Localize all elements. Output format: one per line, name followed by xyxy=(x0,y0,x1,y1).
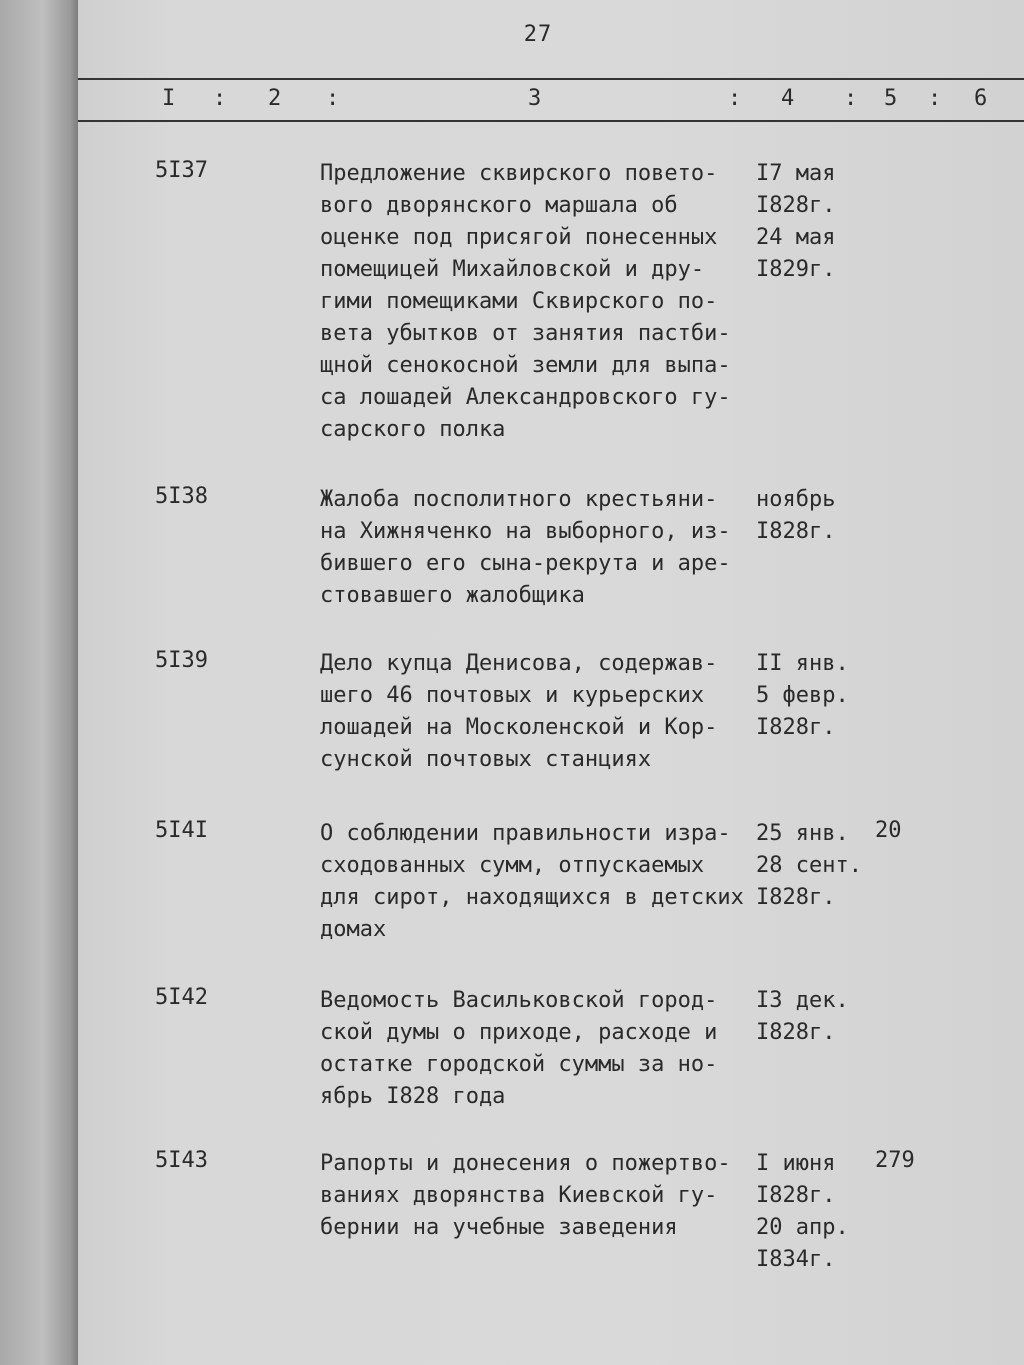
header-separator: : xyxy=(728,86,742,111)
header-top-rule xyxy=(78,78,1024,80)
entry-count: 20 xyxy=(875,818,902,843)
header-col3: 3 xyxy=(528,86,542,111)
entry-number: 5I42 xyxy=(155,985,208,1010)
entry-title: Ведомость Васильковской город- ской думы о приходе, расходе и остатке городской суммы за но- ябрь I828 года xyxy=(320,988,718,1109)
entry-number: 5I43 xyxy=(155,1148,208,1173)
entry-count: 279 xyxy=(875,1148,915,1173)
facing-page-edge xyxy=(0,0,78,1365)
header-col6: 6 xyxy=(974,86,988,111)
entry-dates: ноябрь I828г. xyxy=(756,487,836,544)
header-col2: 2 xyxy=(268,86,282,111)
entry-title: Рапорты и донесения о пожертво- ваниях дворянства Киевской гу- бернии на учебные заведения xyxy=(320,1151,731,1240)
page-number: 27 xyxy=(523,22,553,47)
entry-number: 5I37 xyxy=(155,158,208,183)
header-col1: I xyxy=(162,86,176,111)
entry-title: Предложение сквирского повето- вого дворянского маршала об оценке под присягой понесенных помещицей Михайловской и дру- гими помещиками Сквирского по- вета убытков от занятия пастби- щной сенокосной земли для выпа- са лошадей Александровского гу- сарского полка xyxy=(320,161,731,442)
header-separator: : xyxy=(844,86,858,111)
entry-title: Дело купца Денисова, содержав- шего 46 почтовых и курьерских лошадей на Москоленской и Кор- сунской почтовых станциях xyxy=(320,651,718,772)
entry-number: 5I4I xyxy=(155,818,208,843)
entry-title: О соблюдении правильности изра- сходованных сумм, отпускаемых для сирот, находящихся в детских домах xyxy=(320,821,744,942)
header-col4: 4 xyxy=(781,86,795,111)
entry-dates: I3 дек. I828г. xyxy=(756,988,849,1045)
document-page xyxy=(78,0,1024,1365)
header-separator: : xyxy=(213,86,227,111)
header-bottom-rule xyxy=(78,120,1024,122)
entry-dates: I июня I828г. 20 апр. I834г. xyxy=(756,1151,849,1272)
header-col5: 5 xyxy=(884,86,898,111)
header-separator: : xyxy=(326,86,340,111)
entry-dates: 25 янв. 28 сент. I828г. xyxy=(756,821,862,910)
entry-dates: II янв. 5 февр. I828г. xyxy=(756,651,849,740)
entry-number: 5I39 xyxy=(155,648,208,673)
entry-dates: I7 мая I828г. 24 мая I829г. xyxy=(756,161,836,282)
entry-number: 5I38 xyxy=(155,484,208,509)
header-separator: : xyxy=(928,86,942,111)
entry-title: Жалоба посполитного крестьяни- на Хижняченко на выборного, из- бившего его сына-рекрута и аре- стовавшего жалобщика xyxy=(320,487,731,608)
